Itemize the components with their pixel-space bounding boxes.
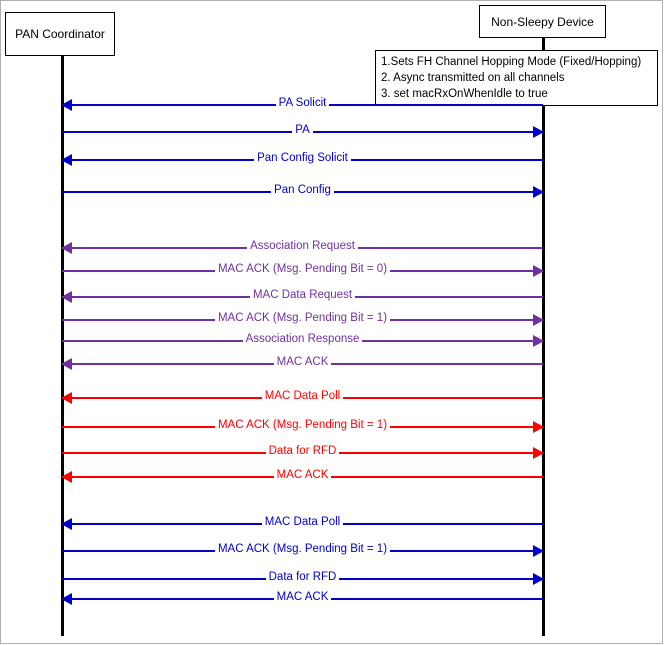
sequence-message [62,97,543,113]
sequence-message [62,263,543,279]
message-label: MAC Data Request [62,287,543,303]
actor-non-sleepy-device[interactable] [479,5,606,38]
message-label: MAC ACK (Msg. Pending Bit = 0) [62,261,543,277]
message-label: PA Solicit [62,95,543,111]
sequence-message [62,516,543,532]
message-label: Data for RFD [62,569,543,585]
note-line-2: 2. Async transmitted on all channels [381,72,565,84]
note-line-3: 3. set macRxOnWhenIdle to true [381,88,548,100]
actor-pan-coordinator-label: PAN Coordinator [15,27,105,41]
message-label: MAC ACK [62,467,543,483]
message-label: Association Request [62,238,543,254]
message-label: PA [62,122,543,138]
message-label: Pan Config Solicit [62,150,543,166]
sequence-message [62,419,543,435]
note-line-1: 1.Sets FH Channel Hopping Mode (Fixed/Hopping) [381,56,642,68]
sequence-message [62,124,543,140]
message-label: MAC ACK (Msg. Pending Bit = 1) [62,417,543,433]
message-label: Data for RFD [62,443,543,459]
message-label: MAC Data Poll [62,514,543,530]
message-label: MAC ACK (Msg. Pending Bit = 1) [62,310,543,326]
sequence-message [62,543,543,559]
sequence-message [62,591,543,607]
sequence-message [62,333,543,349]
actor-non-sleepy-device-label: Non-Sleepy Device [491,14,594,29]
sequence-message [62,445,543,461]
message-label: Pan Config [62,182,543,198]
sequence-message [62,571,543,587]
sequence-message [62,240,543,256]
actor-pan-coordinator[interactable] [5,12,115,56]
sequence-message [62,390,543,406]
message-label: Association Response [62,331,543,347]
sequence-message [62,356,543,372]
message-label: MAC ACK [62,589,543,605]
sequence-message [62,152,543,168]
message-label: MAC ACK [62,354,543,370]
sequence-message [62,312,543,328]
message-label: MAC ACK (Msg. Pending Bit = 1) [62,541,543,557]
message-label: MAC Data Poll [62,388,543,404]
sequence-message [62,469,543,485]
sequence-message [62,289,543,305]
sequence-message [62,184,543,200]
